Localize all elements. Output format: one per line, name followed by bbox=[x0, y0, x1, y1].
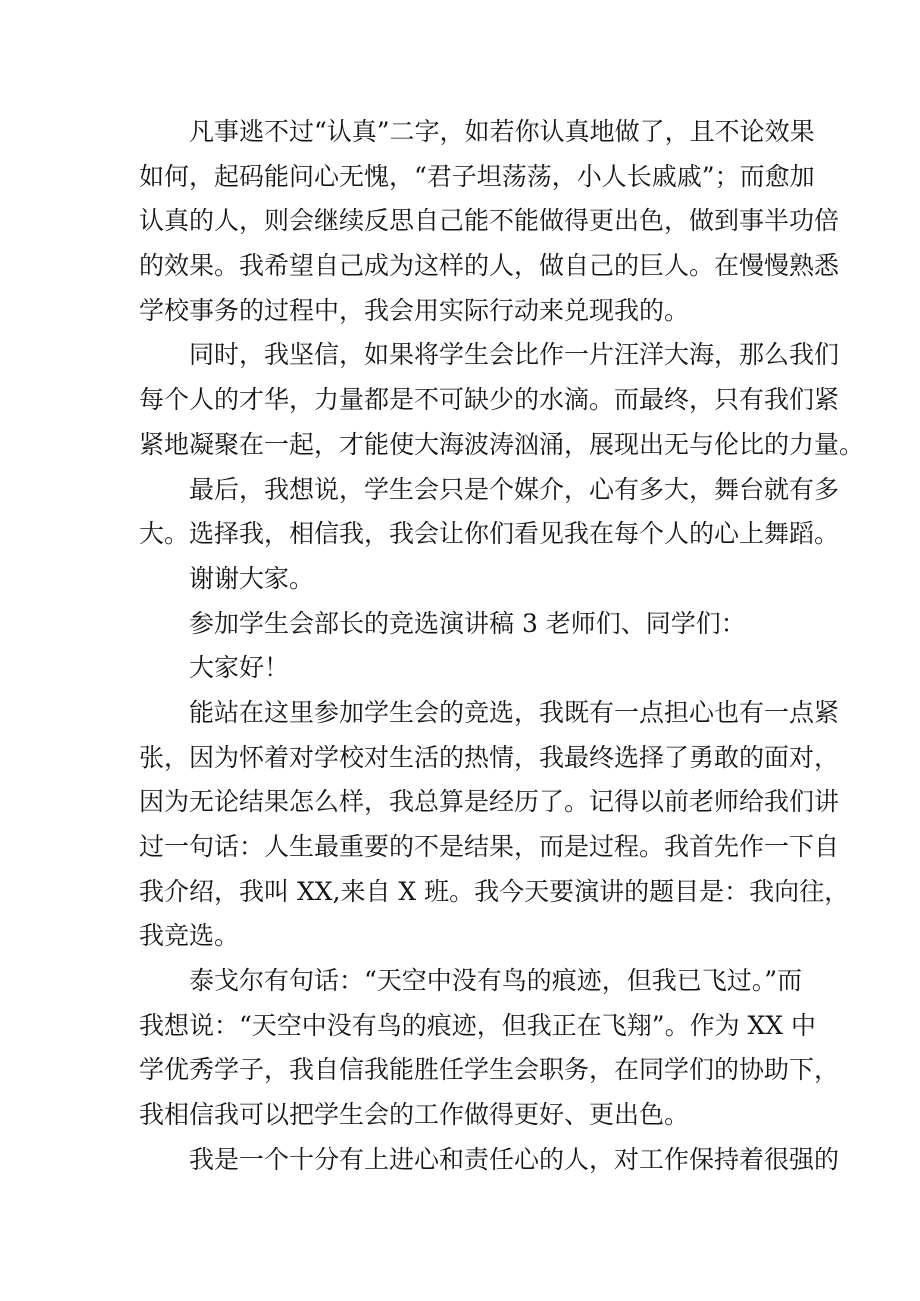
text-line: 大。选择我，相信我，我会让你们看见我在每个人的心上舞蹈。 bbox=[139, 519, 840, 549]
document-body bbox=[139, 110, 865, 1183]
text-line: 泰戈尔有句话：“天空中没有鸟的痕迹，但我已飞过。”而 bbox=[189, 966, 803, 996]
text-line: 学校事务的过程中，我会用实际行动来兑现我的。 bbox=[139, 295, 690, 325]
text-line: 同时，我坚信，如果将学生会比作一片汪洋大海，那么我们 bbox=[189, 340, 840, 370]
section-title: 参加学生会部长的竞选演讲稿 3 老师们、同学们： bbox=[189, 608, 746, 638]
text-line: 因为无论结果怎么样，我总算是经历了。记得以前老师给我们讲 bbox=[139, 787, 840, 817]
text-line: 过一句话：人生最重要的不是结果，而是过程。我首先作一下自 bbox=[139, 832, 840, 861]
text-line: 张，因为怀着对学校对生活的热情，我最终选择了勇敢的面对， bbox=[139, 742, 840, 772]
greeting: 大家好！ bbox=[189, 653, 290, 683]
text-line: 如何，起码能问心无愧，“君子坦荡荡，小人长戚戚”；而愈加 bbox=[139, 161, 815, 191]
text-line: 我想说：“天空中没有鸟的痕迹，但我正在飞翔”。作为 XX 中 bbox=[139, 1010, 817, 1040]
text-line: 最后，我想说，学生会只是个媒介，心有多大，舞台就有多 bbox=[189, 474, 840, 504]
text-line: 学优秀学子，我自信我能胜任学生会职务，在同学们的协助下， bbox=[139, 1055, 840, 1085]
text-line: 我竞选。 bbox=[139, 921, 240, 951]
text-line: 每个人的才华，力量都是不可缺少的水滴。而最终，只有我们紧 bbox=[139, 385, 840, 415]
text-line: 我相信我可以把学生会的工作做得更好、更出色。 bbox=[139, 1100, 690, 1130]
text-line: 谢谢大家。 bbox=[189, 563, 315, 593]
text-line: 能站在这里参加学生会的竞选，我既有一点担心也有一点紧 bbox=[189, 697, 840, 727]
text-line: 紧地凝聚在一起，才能使大海波涛汹涌，展现出无与伦比的力量。 bbox=[139, 429, 865, 459]
text-line: 认真的人，则会继续反思自己能不能做得更出色，做到事半功倍 bbox=[139, 206, 840, 236]
text-line: 我介绍，我叫 XX,来自 X 班。我今天要演讲的题目是：我向往， bbox=[139, 876, 850, 906]
text-line: 凡事逃不过“认真”二字，如若你认真地做了，且不论效果 bbox=[189, 117, 815, 146]
text-line: 我是一个十分有上进心和责任心的人，对工作保持着很强的 bbox=[189, 1144, 840, 1174]
text-line: 的效果。我希望自己成为这样的人，做自己的巨人。在慢慢熟悉 bbox=[139, 251, 840, 281]
